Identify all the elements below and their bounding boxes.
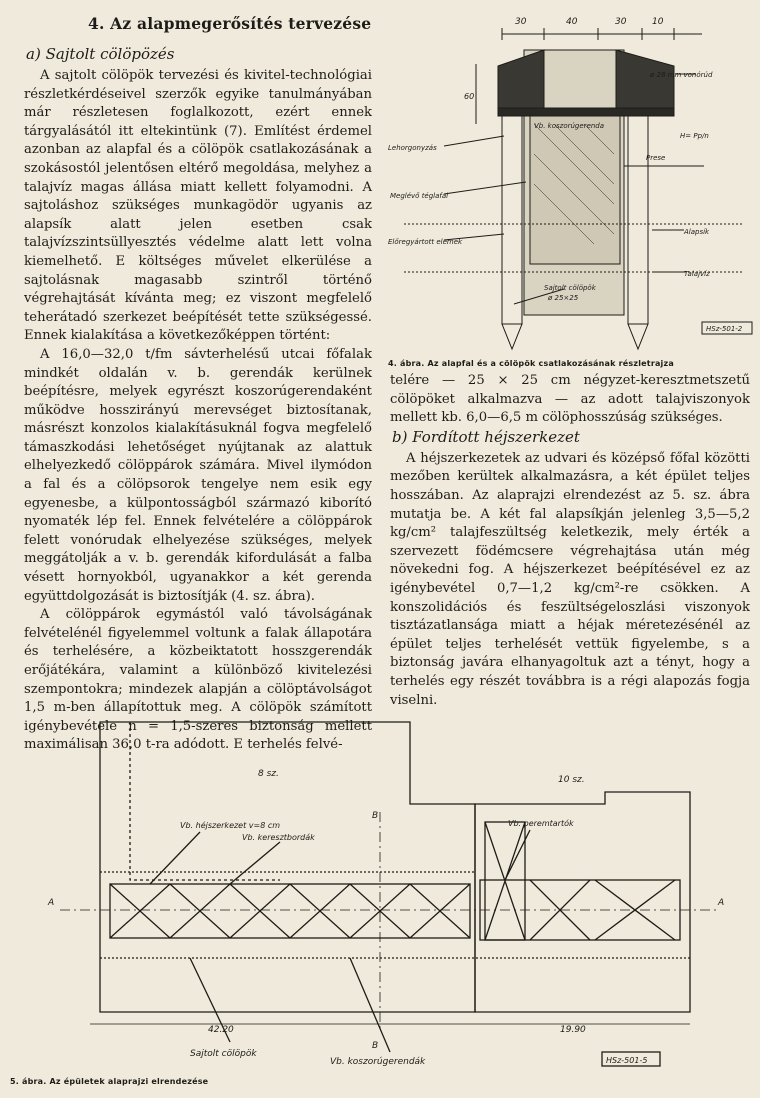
paragraph: A sajtolt cölöpök tervezési és kivitel-technológiai részletkérdéseivel szerzők egyike tanulmányában már részletesen foglalkozott, ezért ennek tárgyalásától itt eltekintünk (7). Említést érdemel azonban az alapfal és a cölöpök csatlakozásának a szokásostól jelentősen eltérő megoldása, melyhez a talajvíz magas állása miatt kellett folyamodni. A sajtoláshoz szükséges munkagödör ugyanis az alapsík alatt jelen esetben csak talajvízszintsüllyesztés védelme alatt lett volna kiemelhető. E költséges művelet elkerülése a sajtolásnak magasabb szintről történő végrehajtását kívánta meg; ez viszont megfelelő teherátadó szerkezet beépítését tette szükségessé. Ennek kialakítása a következőképpen történt: [24, 68, 372, 344]
figure-5-drawing [30, 712, 732, 1080]
section-b-label: B [372, 811, 379, 821]
dim-label: 60 [464, 92, 475, 101]
left-column [24, 14, 372, 755]
existing-brick-label: Meglévő téglafal [390, 192, 449, 200]
dim-label: 30 [515, 17, 527, 27]
figure-code: HSz-501-5 [606, 1056, 648, 1065]
ring-beam-label: Vb. koszorúgerenda [534, 122, 605, 130]
press-label: Prese [646, 154, 666, 162]
paragraph: A cölöppárok egymástól való távolságának felvételénél figyelemmel voltunk a falak állapotára és terhelésére, a közbeiktatott hosszgerendák erőjátékára, valamint a különböző kivitelezési szempontokra; mindezek alapján a cölöptávolságot 1,5 m-ben állapítottuk meg. A cölöpök számított igénybevétele n = 1,5-szeres biztonság mellett maximálisan 36,0 t-ra adódott. E terhelés felvé- [24, 607, 372, 753]
pressed-pile-label: Sajtolt cölöpök [544, 284, 596, 292]
figure-5-caption: 5. ábra. Az épületek alaprajzi elrendezése [10, 1077, 209, 1086]
dim-label: 30 [615, 17, 627, 27]
dim-label: 10 [652, 17, 664, 27]
tie-label: Lehorgonyzás [388, 144, 437, 152]
building-8-label: 8 sz. [258, 769, 279, 779]
dim-label: 19.90 [560, 1025, 586, 1035]
figure-4-drawing [384, 4, 756, 360]
figure-code: HSz-501-2 [706, 325, 743, 333]
water-label: Talajvíz [684, 270, 710, 278]
force-label: H= Pp/n [680, 132, 709, 140]
section-a-label: A [48, 898, 55, 908]
ring-beams-label: Vb. koszorúgerendák [330, 1057, 426, 1067]
paragraph: telére — 25 × 25 cm négyzet-keresztmetszetű cölöpöket alkalmazva — az adott talajviszonyok mellett kb. 6,0—6,5 m cölöphosszúság szükséges. [390, 373, 750, 426]
ribs-label: Vb. keresztbordák [242, 833, 315, 842]
section-b-label: B [372, 1041, 379, 1051]
prefab-label: Előregyártott elemek [388, 238, 463, 246]
right-column [390, 372, 750, 710]
section-title: 4. Az alapmegerősítés tervezése [88, 14, 372, 33]
shell-label: Vb. héjszerkezet v=8 cm [180, 821, 281, 830]
building-10-label: 10 sz. [558, 775, 585, 785]
dim-label: 40 [566, 17, 578, 27]
pile-size-label: ø 25×25 [548, 294, 579, 302]
figure-4-caption: 4. ábra. Az alapfal és a cölöpök csatlakozásának részletrajza [388, 359, 674, 368]
paragraph: A 16,0—32,0 t/fm sávterhelésű utcai főfalak mindkét oldalán v. b. gerendák kerülnek beépítésre, melyek egyrészt koszorúgerendaként működve hosszirányú merevséget biztosítanak, másrészt konzolos kialakításuknál fogva megfelelő támaszkodási lehetőséget nyújtanak az alattuk elhelyezkedő cölöppárok számára. Mivel ilymódon a fal és a cölöpsorok tengelye nem esik egy egyenesbe, a külpontosságból származó kiborító nyomaték lép fel. Ennek felvételére a cölöppárok felett vonórudak elhelyezése szükséges, melyek meggátolják a v. b. gerendák kifordulását a falba vésett hornyokból, ugyanakkor a két gerenda együttdolgozását is biztosítják (4. sz. ábra). [24, 346, 372, 604]
subsection-a-heading: a) Sajtolt cölöpözés [26, 45, 175, 63]
foundation-label: Alapsík [684, 228, 710, 236]
subsection-b-heading: b) Fordított héjszerkezet [392, 427, 580, 446]
rod-label: ø 28 mm vonórúd [650, 71, 713, 79]
piles-label: Sajtolt cölöpök [190, 1049, 257, 1059]
edge-beam-label: Vb. peremtartók [508, 819, 574, 828]
paragraph: A héjszerkezetek az udvari és középső főfal közötti mezőben kerültek alkalmazásra, a két épület teljes hosszában. Az alaprajzi elrendezést az 5. sz. ábra mutatja be. A két fal alapsíkján jelenleg 3,5—5,2 kg/cm² talajfeszültség keletkezik, mely érték a szervezett födémcsere végrehajtása után még növekedni fog. A héjszerkezet beépítésével ez az igénybevétel 0,7—1,2 kg/cm²-re csökken. A konszolidációs és feszültségeloszlási viszonyok tisztázatlansága miatt a héjak méretezésénél az épület teljes terhelését vettük figyelembe, s a biztonság javára elhanyagoltuk azt a tényt, hogy a terhelés egy részét továbbra is a régi alapozás fogja viselni. [390, 450, 750, 708]
section-a-label: A [718, 898, 725, 908]
dim-label: 42.20 [208, 1025, 234, 1035]
